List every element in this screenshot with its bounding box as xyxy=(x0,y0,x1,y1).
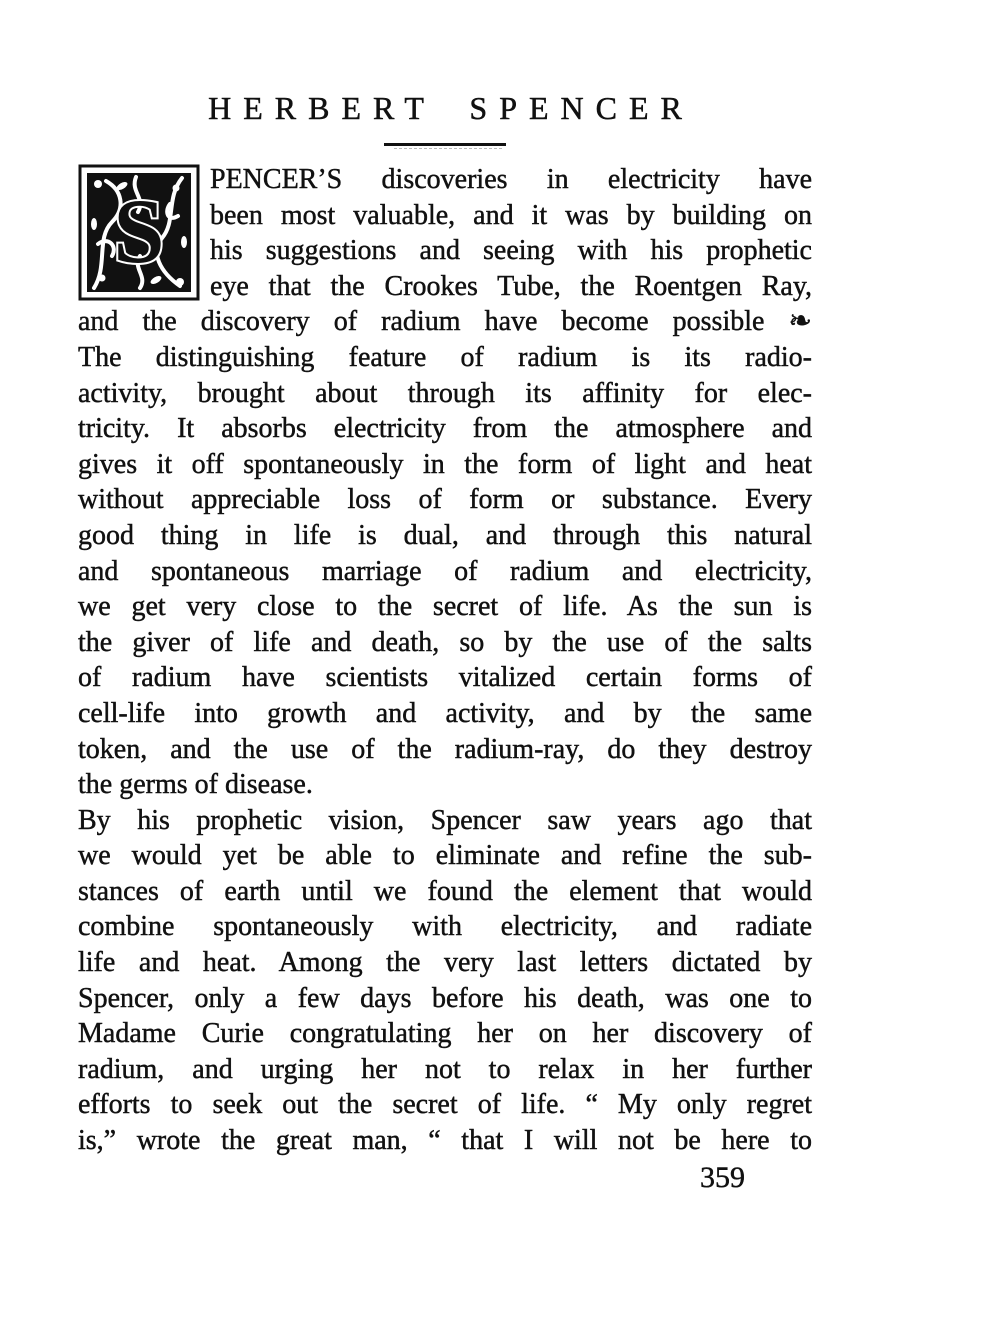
dropcap-letter: S xyxy=(113,180,165,282)
page-title: HERBERT SPENCER xyxy=(208,90,694,126)
text-line: PENCER’S discoveries in electricity have xyxy=(210,164,812,195)
text-line: we would yet be able to eliminate and refine the sub- xyxy=(78,840,812,872)
text-line: efforts to seek out the secret of life. “ My only regret xyxy=(78,1089,812,1121)
text-line: eye that the Crookes Tube, the Roentgen Ray, xyxy=(210,270,812,302)
page-content xyxy=(78,0,812,1195)
text-line: and spontaneous marriage of radium and electricity, xyxy=(78,555,812,587)
text-line: activity, brought about through its affinity for elec- xyxy=(78,377,812,409)
text-line: By his prophetic vision, Spencer saw years ago that xyxy=(78,804,812,836)
text-line: good thing in life is dual, and through this natural xyxy=(78,519,812,551)
text-line: of radium have scientists vitalized certain forms of xyxy=(78,662,812,694)
text-line: his suggestions and seeing with his prophetic xyxy=(210,235,812,267)
page-number: 359 xyxy=(700,1160,745,1194)
text-line: token, and the use of the radium-ray, do they destroy xyxy=(78,733,812,765)
text-line: life and heat. Among the very last letters dictated by xyxy=(78,947,812,979)
text-line: without appreciable loss of form or substance. Every xyxy=(78,484,812,516)
text-line: gives it off spontaneously in the form of light and heat xyxy=(78,448,812,480)
text-line: and the discovery of radium have become possible ❧ xyxy=(78,306,812,338)
text-line: been most valuable, and it was by building on xyxy=(210,199,812,231)
text-line: Spencer, only a few days before his death, was one to xyxy=(78,982,812,1014)
text-block xyxy=(78,162,812,1159)
text-line: The distinguishing feature of radium is its radio- xyxy=(78,341,812,373)
text-line: stances of earth until we found the element that would xyxy=(78,875,812,907)
text-line: is,” wrote the great man, “ that I will not be here to xyxy=(78,1125,812,1157)
text-line: tricity. It absorbs electricity from the atmosphere and xyxy=(78,413,812,445)
text-line: cell-life into growth and activity, and by the same xyxy=(78,697,812,729)
text-line: the giver of life and death, so by the use of the salts xyxy=(78,626,812,658)
text-line: the germs of disease. xyxy=(78,769,313,801)
text-line: we get very close to the secret of life. As the sun is xyxy=(78,591,812,623)
dropcap-ornament-icon xyxy=(78,164,200,301)
text-line: radium, and urging her not to relax in her further xyxy=(78,1053,812,1085)
text-lines xyxy=(78,162,812,1159)
text-line: combine spontaneously with electricity, and radiate xyxy=(78,911,812,943)
title-divider xyxy=(384,143,506,146)
text-line: Madame Curie congratulating her on her discovery of xyxy=(78,1018,812,1050)
